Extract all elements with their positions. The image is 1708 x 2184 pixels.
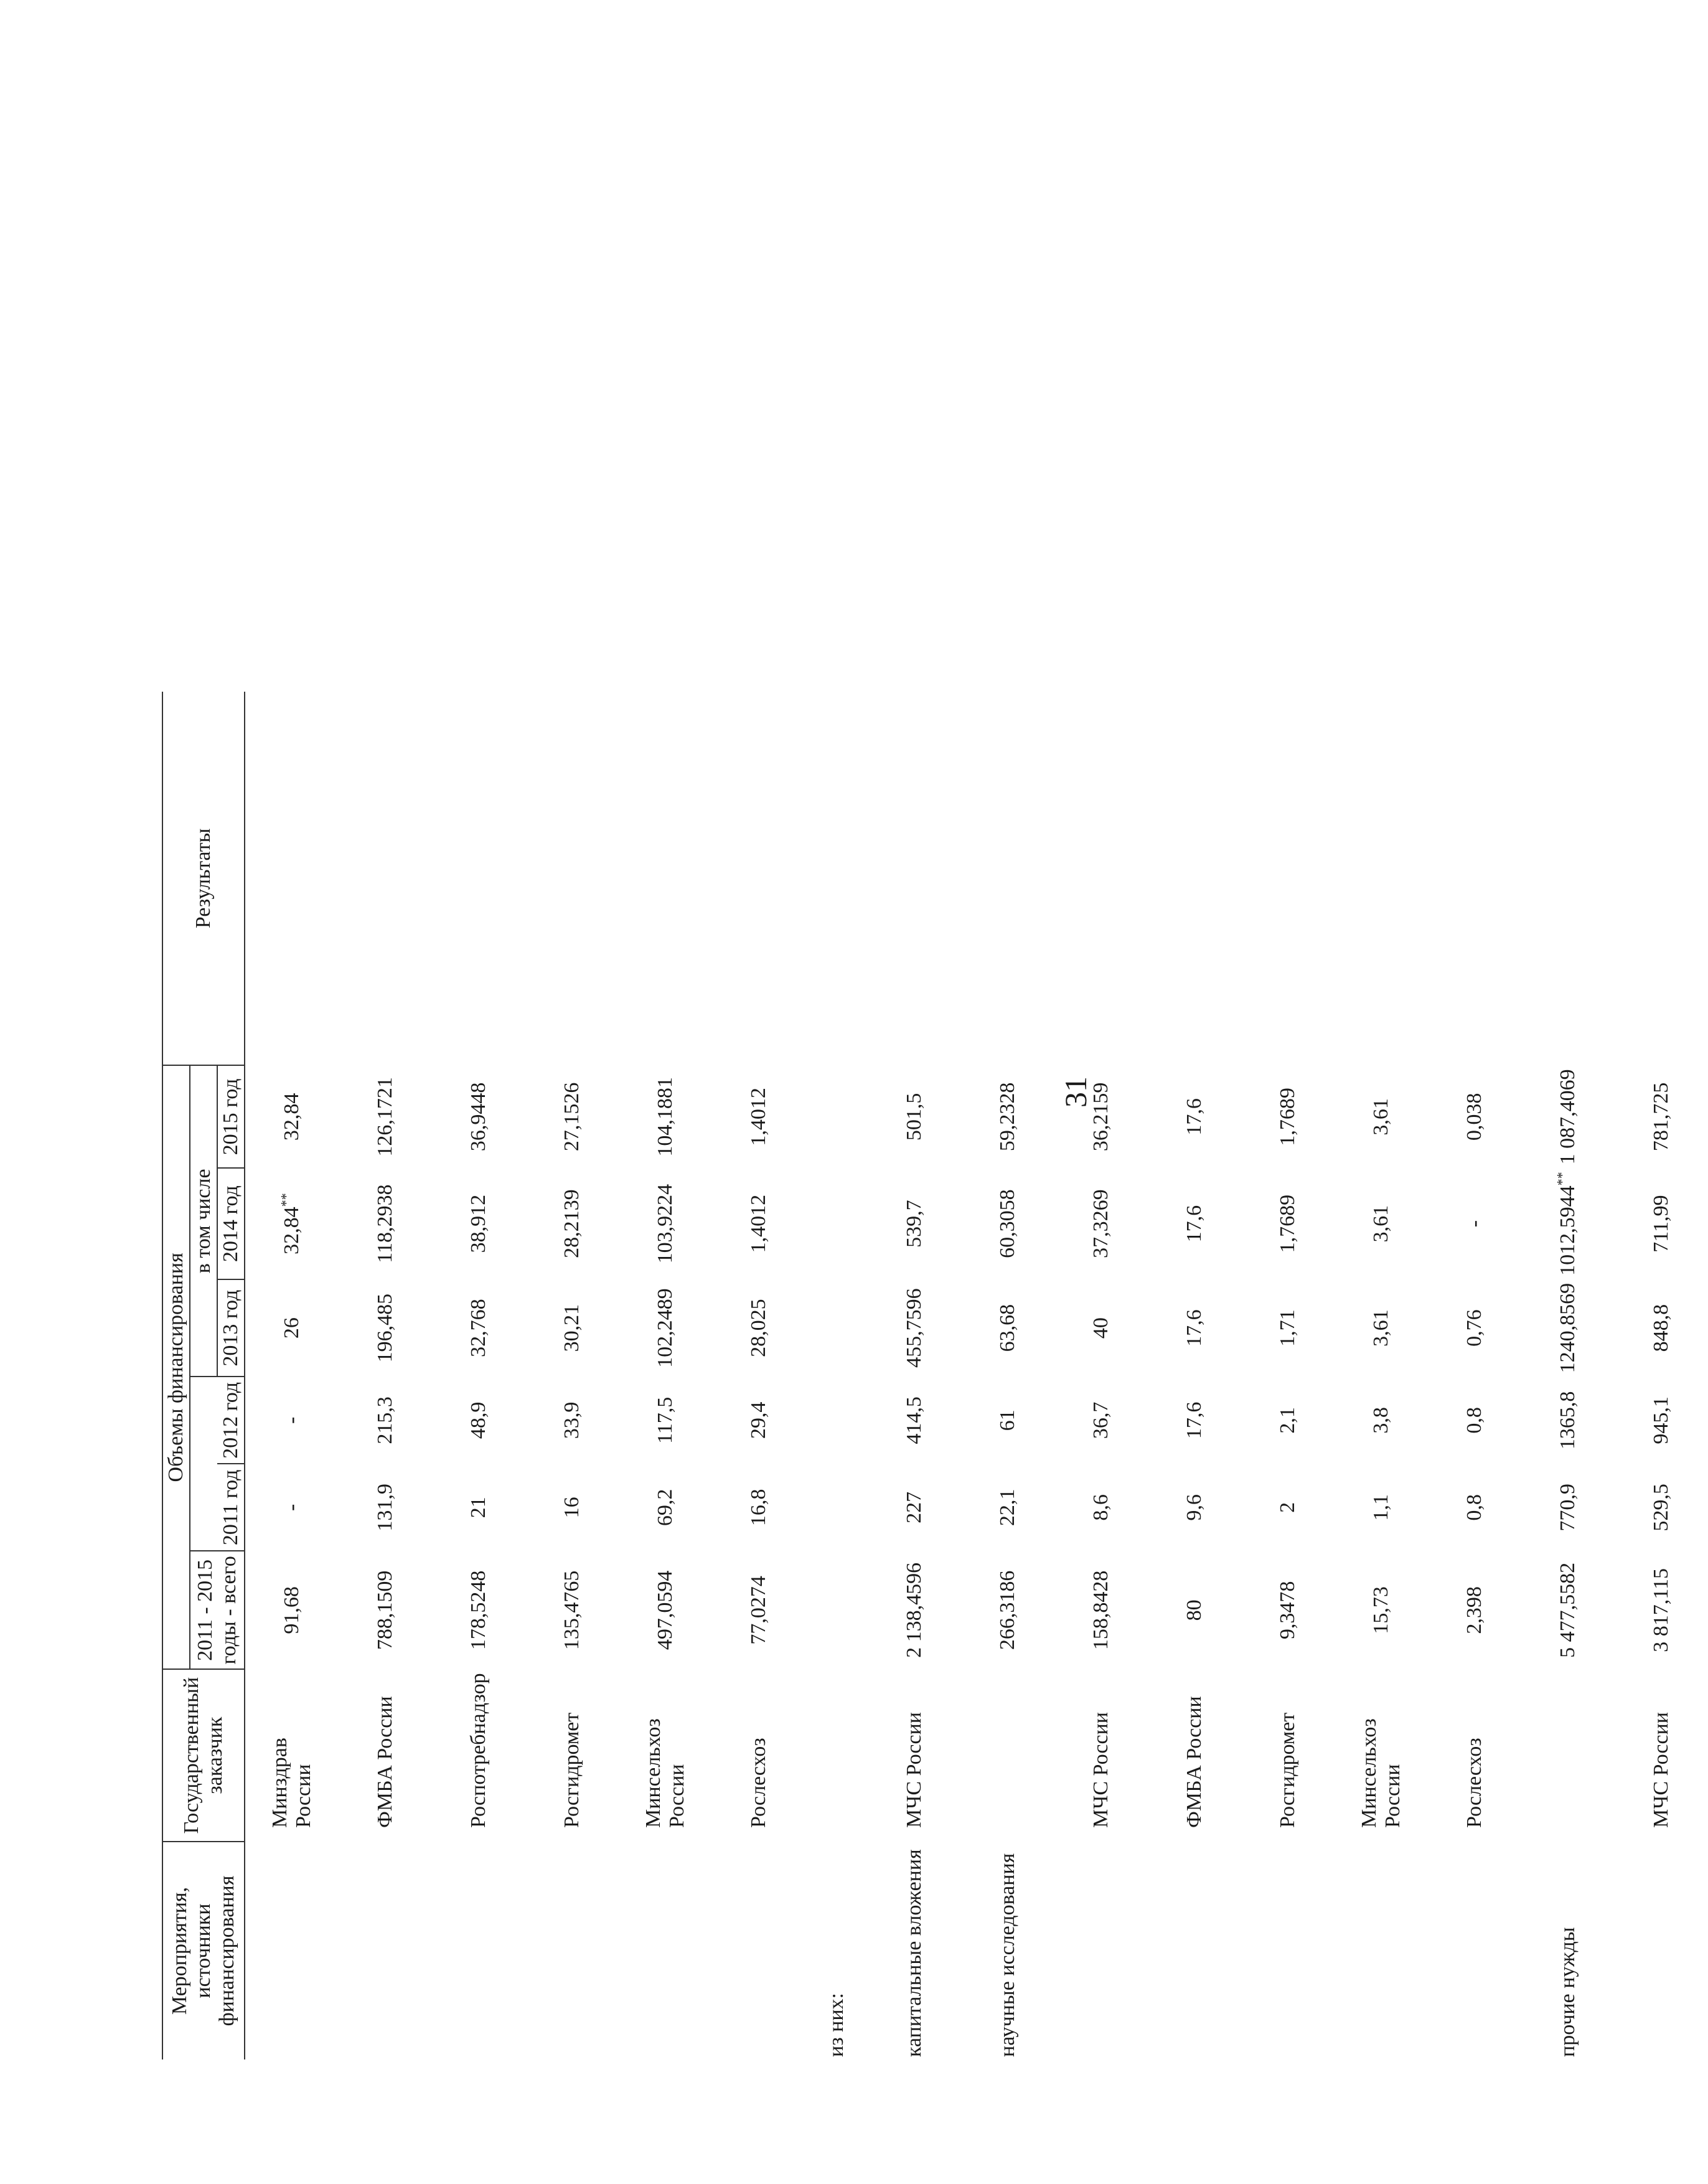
cell-text: из них: [825,1993,848,2057]
year-2014-cell [1521,1168,1615,1279]
cell-text: 711,99 [1649,1195,1673,1253]
customer-cell [1615,1669,1708,1842]
table-row [805,692,868,2059]
cell-text: 2 138,4596 [903,1562,926,1658]
header-total-top: 2011 - 2015 [194,1559,217,1661]
cell-text: 104,1881 [654,1077,677,1157]
year-2014-cell [961,1168,1054,1279]
year-2013-cell [619,1279,712,1377]
cell-text: 30,21 [560,1304,584,1352]
results-cell [245,692,339,1065]
total-cell [1335,1551,1428,1669]
results-cell [1521,692,1615,1065]
cell-text: 61 [996,1410,1020,1431]
measure-cell [712,1842,805,2059]
cell-text: 28,2139 [560,1189,584,1258]
cell-text: 1240,8569 [1556,1283,1580,1373]
cell-text: 781,725 [1649,1082,1673,1152]
cell-text: МЧС России [903,1712,926,1828]
table-row [961,692,1054,2059]
cell-text: 32,84 [280,1207,304,1254]
financing-table [162,692,1708,2059]
customer-cell [245,1669,339,1842]
year-2015-cell [619,1065,712,1168]
year-2015-cell [805,1065,868,1168]
year-2014-cell [525,1168,619,1279]
cell-text: 501,5 [903,1093,926,1141]
results-cell [619,692,712,1065]
measure-cell [619,1842,712,2059]
cell-text: 0,038 [1463,1093,1486,1141]
table-row [1428,692,1521,2059]
table-row [245,692,339,2059]
results-cell [1241,692,1335,1065]
header-total-bottom: годы - всего [217,1556,241,1665]
table-row [1335,692,1428,2059]
cell-text: - [1463,1220,1486,1228]
cell-text: Роспотребнадзор [467,1673,490,1828]
cell-text: 38,912 [467,1194,490,1253]
total-cell [1428,1551,1521,1669]
measure-cell [961,1842,1054,2059]
cell-text: 1,7689 [1276,1088,1300,1146]
cell-text: 1012,5944 [1556,1185,1580,1276]
table-row [1241,692,1335,2059]
table-row [339,692,432,2059]
cell-text: 178,5248 [467,1570,490,1650]
measure-cell [432,1842,525,2059]
cell-text: 17,6 [1183,1205,1206,1243]
results-cell [1148,692,1241,1065]
year-2013-cell [961,1279,1054,1377]
year-2014-cell [619,1168,712,1279]
cell-text: 29,4 [747,1401,771,1439]
cell-text: 126,1721 [373,1077,397,1157]
customer-cell [1148,1669,1241,1842]
cell-text: 266,3186 [996,1570,1020,1650]
cell-text: 2 [1276,1502,1300,1513]
cell-text: 36,9448 [467,1082,490,1152]
cell-text: 17,6 [1183,1309,1206,1347]
cell-text: 158,8428 [1089,1570,1113,1650]
cell-text: 17,6 [1183,1401,1206,1439]
year-2012-cell [805,1377,868,1464]
cell-text: капитальные вложения [903,1849,926,2057]
cell-text: 59,2328 [996,1082,1020,1152]
cell-text: Росгидромет [1276,1712,1300,1828]
measure-cell [868,1842,961,2059]
year-2011-cell [525,1464,619,1551]
year-2014-cell [868,1168,961,1279]
cell-text: 945,1 [1649,1396,1673,1444]
cell-text: МЧС России [1649,1712,1673,1828]
year-2015-cell [245,1065,339,1168]
table-row [712,692,805,2059]
cell-text: Минсельхоз России [1358,1718,1405,1828]
year-2011-cell [961,1464,1054,1551]
year-2012-cell [619,1377,712,1464]
year-2015-cell [1241,1065,1335,1168]
customer-cell [961,1669,1054,1842]
cell-text: 80 [1183,1599,1206,1621]
cell-text: ФМБА России [1183,1696,1206,1828]
cell-text: 3,8 [1369,1407,1393,1434]
year-2013-cell [1335,1279,1428,1377]
year-2011-cell [868,1464,961,1551]
year-2011-cell [1615,1464,1708,1551]
results-cell [1615,692,1708,1065]
cell-text: Рослесхоз [747,1738,771,1828]
cell-text: 414,5 [903,1396,926,1444]
year-2011-cell [1428,1464,1521,1551]
year-2013-cell [1241,1279,1335,1377]
year-2011-cell [712,1464,805,1551]
year-2014-cell [1335,1168,1428,1279]
year-2015-cell [961,1065,1054,1168]
year-2014-cell [1428,1168,1521,1279]
year-2011-cell [1521,1464,1615,1551]
cell-text: 32,84 [280,1093,304,1141]
customer-cell [1428,1669,1521,1842]
cell-text: 788,1509 [373,1570,397,1650]
year-2015-cell [1428,1065,1521,1168]
cell-text: 27,1526 [560,1082,584,1152]
customer-cell [339,1669,432,1842]
total-cell [525,1551,619,1669]
year-2012-cell [1615,1377,1708,1464]
measure-cell [1521,1842,1615,2059]
cell-text: 5 477,5582 [1556,1562,1580,1658]
cell-text: 1365,8 [1556,1391,1580,1450]
cell-text: 131,9 [373,1484,397,1532]
cell-text: 36,2159 [1089,1082,1113,1152]
cell-text: научные исследования [996,1853,1020,2057]
header-year-2013: 2013 год [217,1279,245,1377]
cell-text: 102,2489 [654,1288,677,1368]
year-2012-cell [525,1377,619,1464]
year-2015-cell [525,1065,619,1168]
header-year-2015: 2015 год [217,1065,245,1168]
year-2014-cell [805,1168,868,1279]
total-cell [712,1551,805,1669]
customer-cell [1335,1669,1428,1842]
cell-text: 69,2 [654,1489,677,1527]
cell-text: 16,8 [747,1489,771,1527]
header-total [190,1551,245,1669]
year-2011-cell [1054,1464,1148,1551]
year-2013-cell [525,1279,619,1377]
cell-text: 3,61 [1369,1205,1393,1243]
cell-text: 0,8 [1463,1494,1486,1521]
year-2013-cell [1428,1279,1521,1377]
cell-text: 0,76 [1463,1309,1486,1347]
cell-text: 33,9 [560,1401,584,1439]
cell-text: 60,3058 [996,1189,1020,1258]
footnote-mark: ** [278,1193,294,1207]
results-cell [961,692,1054,1065]
year-2014-cell [1148,1168,1241,1279]
cell-text: 3 817,115 [1649,1568,1673,1652]
year-2011-cell [1335,1464,1428,1551]
year-2015-cell [1521,1065,1615,1168]
measure-cell [1241,1842,1335,2059]
results-cell [339,692,432,1065]
total-cell [1241,1551,1335,1669]
customer-cell [525,1669,619,1842]
year-2011-cell [432,1464,525,1551]
year-2011-cell [339,1464,432,1551]
measure-cell [1054,1842,1148,2059]
cell-text: 40 [1089,1317,1113,1339]
results-cell [432,692,525,1065]
results-cell [1335,692,1428,1065]
cell-text: 2,1 [1276,1407,1300,1434]
year-2011-cell [245,1464,339,1551]
table-row [1054,692,1148,2059]
total-cell [339,1551,432,1669]
year-2014-cell [245,1168,339,1279]
year-2013-cell [432,1279,525,1377]
table-row [1148,692,1241,2059]
year-2015-cell [339,1065,432,1168]
cell-text: 17,6 [1183,1098,1206,1136]
cell-text: 227 [903,1491,926,1523]
cell-text: 0,8 [1463,1407,1486,1434]
year-2014-cell [1054,1168,1148,1279]
year-2013-cell [1521,1279,1615,1377]
header-customer: Государственный заказчик [162,1669,245,1842]
total-cell [432,1551,525,1669]
cell-text: 36,7 [1089,1401,1113,1439]
cell-text: 15,73 [1369,1586,1393,1634]
customer-cell [432,1669,525,1842]
page-number: 31 [1058,1076,1093,1108]
year-2012-cell [1054,1377,1148,1464]
cell-text: 3,61 [1369,1098,1393,1136]
year-2012-cell [712,1377,805,1464]
customer-cell [1521,1669,1615,1842]
table-row [868,692,961,2059]
cell-text: 1,71 [1276,1309,1300,1347]
cell-text: 22,1 [996,1489,1020,1527]
customer-cell [712,1669,805,1842]
cell-text: 770,9 [1556,1484,1580,1532]
cell-text: 1,4012 [747,1194,771,1253]
cell-text: 32,768 [467,1299,490,1357]
year-2012-cell [1428,1377,1521,1464]
customer-cell [1241,1669,1335,1842]
cell-text: 9,6 [1183,1494,1206,1521]
year-2015-cell [868,1065,961,1168]
cell-text: 848,8 [1649,1304,1673,1352]
cell-text: 16 [560,1497,584,1518]
cell-text: 21 [467,1497,490,1518]
header-year-2011: 2011 год [217,1464,245,1551]
measure-cell [1335,1842,1428,2059]
year-2015-cell [1615,1065,1708,1168]
year-2013-cell [1054,1279,1148,1377]
year-2012-cell [1521,1377,1615,1464]
measure-cell [525,1842,619,2059]
year-2013-cell [245,1279,339,1377]
table-row [525,692,619,2059]
total-cell [245,1551,339,1669]
results-cell [805,692,868,1065]
year-2012-cell [432,1377,525,1464]
year-2011-cell [1241,1464,1335,1551]
cell-text: 529,5 [1649,1484,1673,1532]
header-results: Результаты [162,692,245,1065]
year-2014-cell [1241,1168,1335,1279]
cell-text: 118,2938 [373,1184,397,1263]
cell-text: 3,61 [1369,1309,1393,1347]
cell-text: 539,7 [903,1200,926,1248]
cell-text: 1,4012 [747,1088,771,1146]
cell-text: 117,5 [654,1396,677,1444]
year-2011-cell [619,1464,712,1551]
cell-text: 455,7596 [903,1288,926,1368]
cell-text: 1,7689 [1276,1194,1300,1253]
cell-text: 28,025 [747,1299,771,1357]
table-body [245,692,1708,2059]
year-2014-cell [432,1168,525,1279]
measure-cell [339,1842,432,2059]
cell-text: - [280,1416,304,1424]
cell-text: Минсельхоз России [642,1718,689,1828]
year-2013-cell [868,1279,961,1377]
year-2013-cell [712,1279,805,1377]
cell-text: 26 [280,1317,304,1339]
cell-text: Минздрав России [268,1738,316,1828]
cell-text: - [280,1504,304,1512]
customer-cell [868,1669,961,1842]
footnote-mark: ** [1554,1172,1570,1186]
cell-text: 196,485 [373,1293,397,1363]
year-2015-cell [432,1065,525,1168]
year-2014-cell [712,1168,805,1279]
header-measures: Мероприятия, источники финансирования [162,1842,245,2059]
year-2013-cell [1148,1279,1241,1377]
cell-text: 497,0594 [654,1570,677,1650]
year-2011-cell [1148,1464,1241,1551]
year-2012-cell [1148,1377,1241,1464]
results-cell [712,692,805,1065]
cell-text: 37,3269 [1089,1189,1113,1258]
year-2012-cell [1241,1377,1335,1464]
customer-cell [1054,1669,1148,1842]
year-2011-cell [805,1464,868,1551]
customer-cell [619,1669,712,1842]
total-cell [1148,1551,1241,1669]
total-cell [1615,1551,1708,1669]
year-2014-cell [339,1168,432,1279]
measure-cell [1615,1842,1708,2059]
header-year-2014: 2014 год [217,1168,245,1279]
header-year-2012: 2012 год [217,1377,245,1464]
measure-cell [1428,1842,1521,2059]
cell-text: 2,398 [1463,1586,1486,1634]
cell-text: Росгидромет [560,1712,584,1828]
total-cell [619,1551,712,1669]
year-2014-cell [1615,1168,1708,1279]
year-2015-cell [712,1065,805,1168]
cell-text: 103,9224 [654,1184,677,1264]
customer-cell [805,1669,868,1842]
total-cell [1054,1551,1148,1669]
table-row [432,692,525,2059]
results-cell [1428,692,1521,1065]
total-cell [1521,1551,1615,1669]
table-row [1615,692,1708,2059]
cell-text: 1 087,4069 [1556,1069,1580,1165]
results-cell [1054,692,1148,1065]
cell-text: 215,3 [373,1396,397,1444]
table-row [619,692,712,2059]
header-spacer [190,1377,217,1551]
year-2012-cell [339,1377,432,1464]
year-2012-cell [245,1377,339,1464]
cell-text: 9,3478 [1276,1581,1300,1640]
cell-text: МЧС России [1089,1712,1113,1828]
year-2012-cell [961,1377,1054,1464]
results-cell [525,692,619,1065]
measure-cell [805,1842,868,2059]
cell-text: 8,6 [1089,1494,1113,1521]
year-2013-cell [339,1279,432,1377]
year-2015-cell [1335,1065,1428,1168]
results-cell [868,692,961,1065]
header-volume: Объемы финансирования [162,1065,190,1669]
cell-text: 91,68 [280,1586,304,1634]
total-cell [868,1551,961,1669]
total-cell [805,1551,868,1669]
cell-text: 135,4765 [560,1570,584,1650]
year-2015-cell [1054,1065,1148,1168]
table-row [1521,692,1615,2059]
measure-cell [245,1842,339,2059]
cell-text: ФМБА России [373,1696,397,1828]
cell-text: Рослесхоз [1463,1738,1486,1828]
total-cell [961,1551,1054,1669]
cell-text: 63,68 [996,1304,1020,1352]
cell-text: 77,0274 [747,1576,771,1645]
measure-cell [1148,1842,1241,2059]
year-2015-cell [1148,1065,1241,1168]
table-header [162,692,245,2059]
cell-text: 1,1 [1369,1494,1393,1521]
cell-text: 48,9 [467,1401,490,1439]
header-including: в том числе [190,1065,217,1377]
year-2013-cell [805,1279,868,1377]
year-2012-cell [868,1377,961,1464]
cell-text: прочие нужды [1556,1927,1580,2057]
year-2012-cell [1335,1377,1428,1464]
year-2013-cell [1615,1279,1708,1377]
